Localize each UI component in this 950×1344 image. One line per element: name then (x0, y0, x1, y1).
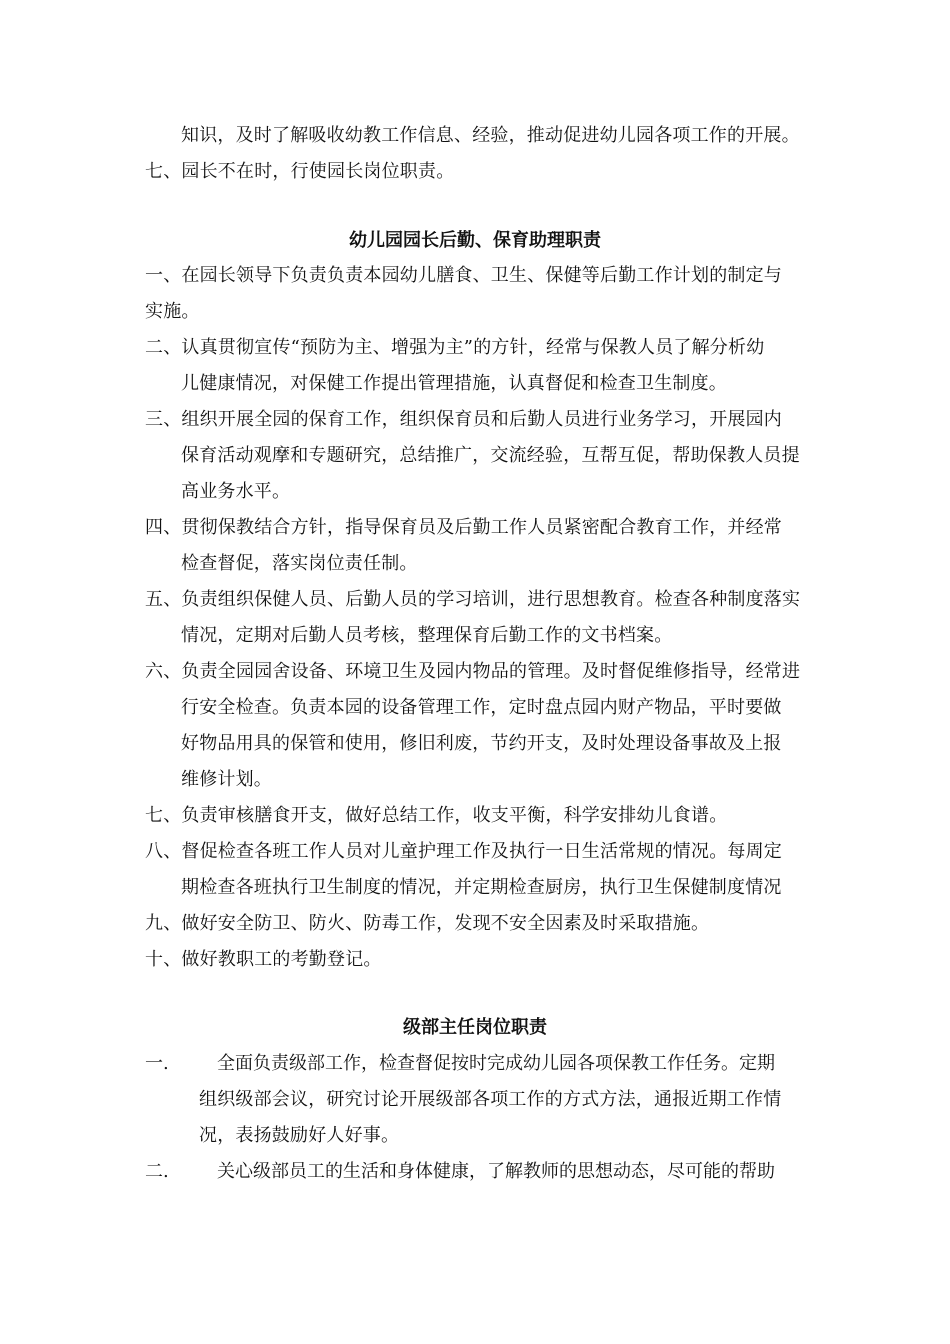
section1-line: 八、督促检查各班工作人员对儿童护理工作及执行一日生活常规的情况。每周定 (145, 841, 782, 862)
section1-line: 九、做好安全防卫、防火、防毒工作，发现不安全因素及时采取措施。 (145, 913, 710, 934)
section1-line: 检查督促，落实岗位责任制。 (181, 553, 418, 574)
section2-item1-line2: 组织级部会议，研究讨论开展级部各项工作的方式方法，通报近期工作情 (199, 1089, 782, 1110)
section1-line: 实施。 (145, 301, 200, 322)
section1-line: 二、认真贯彻宣传“预防为主、增强为主”的方针，经常与保教人员了解分析幼 (145, 337, 765, 358)
section1-line: 十、做好教职工的考勤登记。 (145, 949, 382, 970)
section1-line: 期检查各班执行卫生制度的情况，并定期检查厨房，执行卫生保健制度情况 (181, 877, 782, 898)
section1-line: 维修计划。 (181, 769, 272, 790)
intro-line-1: 知识，及时了解吸收幼教工作信息、经验，推动促进幼儿园各项工作的开展。 (181, 125, 800, 146)
section1-line: 六、负责全园园舍设备、环境卫生及园内物品的管理。及时督促维修指导，经常进 (145, 661, 801, 682)
section2-item1-line1: 全面负责级部工作，检查督促按时完成幼儿园各项保教工作任务。定期 (217, 1053, 775, 1074)
section1-line: 情况，定期对后勤人员考核，整理保育后勤工作的文书档案。 (181, 625, 673, 646)
section2-item1-line3: 况，表扬鼓励好人好事。 (199, 1125, 400, 1146)
section1-line: 三、组织开展全园的保育工作，组织保育员和后勤人员进行业务学习，开展园内 (145, 409, 782, 430)
section1-line: 高业务水平。 (181, 481, 291, 502)
section1-line: 儿健康情况，对保健工作提出管理措施，认真督促和检查卫生制度。 (181, 373, 727, 394)
section1-title: 幼儿园园长后勤、保育助理职责 (349, 230, 601, 251)
section1-line: 行安全检查。负责本园的设备管理工作，定时盘点园内财产物品，平时要做 (181, 697, 782, 718)
section1-line: 七、负责审核膳食开支，做好总结工作，收支平衡，科学安排幼儿食谱。 (145, 805, 728, 826)
section2-item1-number: 一. (145, 1053, 169, 1074)
section2-item2-line1: 关心级部员工的生活和身体健康，了解教师的思想动态，尽可能的帮助 (217, 1161, 775, 1182)
section1-line: 一、在园长领导下负责负责本园幼儿膳食、卫生、保健等后勤工作计划的制定与 (145, 265, 782, 286)
section2-title: 级部主任岗位职责 (403, 1017, 547, 1038)
section1-line: 好物品用具的保管和使用，修旧利废，节约开支，及时处理设备事故及上报 (181, 733, 782, 754)
section1-line: 四、贯彻保教结合方针，指导保育员及后勤工作人员紧密配合教育工作，并经常 (145, 517, 782, 538)
section2-item2-number: 二. (145, 1161, 169, 1182)
intro-line-2: 七、园长不在时，行使园长岗位职责。 (145, 161, 455, 182)
section1-line: 保育活动观摩和专题研究，总结推广，交流经验，互帮互促，帮助保教人员提 (181, 445, 800, 466)
section1-line: 五、负责组织保健人员、后勤人员的学习培训，进行思想教育。检查各种制度落实 (145, 589, 801, 610)
